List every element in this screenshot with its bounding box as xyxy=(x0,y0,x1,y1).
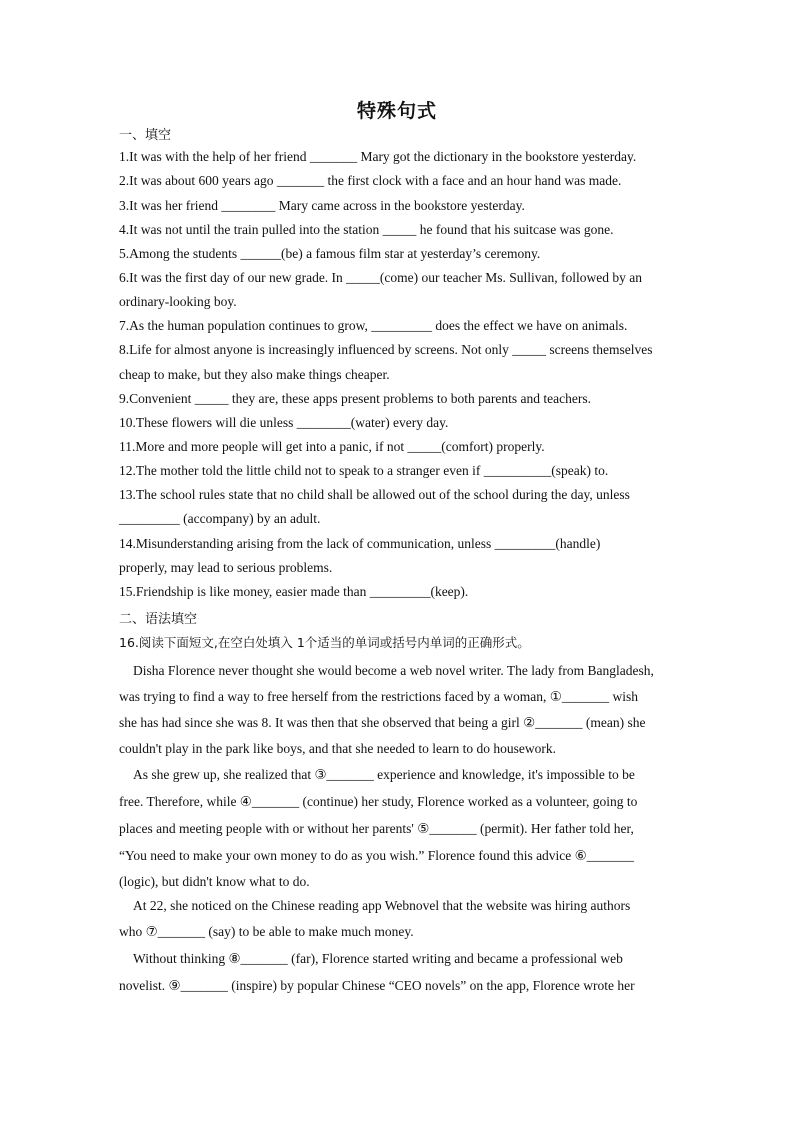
section-heading-grammar: 二、语法填空 xyxy=(119,612,198,627)
passage-line: places and meeting people with or without her parents' ⑤_______ (permit). Her father told her, xyxy=(119,821,634,836)
instruction-line: 16.阅读下面短文,在空白处填入 1个适当的单词或括号内单词的正确形式。 xyxy=(119,635,530,650)
question-line: ordinary-looking boy. xyxy=(119,294,237,309)
passage-line: novelist. ⑨_______ (inspire) by popular Chinese “CEO novels” on the app, Florence wrote her xyxy=(119,978,635,993)
question-line: 12.The mother told the little child not to speak to a stranger even if __________(speak) to. xyxy=(119,463,609,478)
page-title: 特殊句式 xyxy=(356,100,437,122)
passage-line: “You need to make your own money to do as you wish.” Florence found this advice ⑥_______ xyxy=(119,848,635,863)
question-line: 11.More and more people will get into a panic, if not _____(comfort) properly. xyxy=(119,439,545,454)
passage-line: who ⑦_______ (say) to be able to make much money. xyxy=(119,924,414,939)
question-line: 8.Life for almost anyone is increasingly influenced by screens. Not only _____ screens themselves xyxy=(119,342,653,357)
passage-line: free. Therefore, while ④_______ (continue) her study, Florence worked as a volunteer, going to xyxy=(119,794,638,809)
passage-line: Disha Florence never thought she would become a web novel writer. The lady from Bangladesh, xyxy=(133,663,654,678)
section-heading-fill-blank: 一、填空 xyxy=(119,128,172,143)
passage-line: (logic), but didn't know what to do. xyxy=(119,874,310,889)
question-line: 1.It was with the help of her friend _______ Mary got the dictionary in the bookstore yesterday. xyxy=(119,149,637,164)
question-line: 7.As the human population continues to grow, _________ does the effect we have on animals. xyxy=(119,318,628,333)
question-line: 5.Among the students ______(be) a famous film star at yesterday’s ceremony. xyxy=(119,246,541,261)
question-line: cheap to make, but they also make things cheaper. xyxy=(119,367,390,382)
passage-line: At 22, she noticed on the Chinese reading app Webnovel that the website was hiring authors xyxy=(133,898,631,913)
question-line: 4.It was not until the train pulled into the station _____ he found that his suitcase was gone. xyxy=(119,222,614,237)
question-line: 15.Friendship is like money, easier made than _________(keep). xyxy=(119,584,469,599)
passage-line: was trying to find a way to free herself from the restrictions faced by a woman, ①_______ wish xyxy=(119,689,638,704)
passage-line: couldn't play in the park like boys, and that she needed to learn to do housework. xyxy=(119,741,556,756)
question-line: properly, may lead to serious problems. xyxy=(119,560,333,575)
question-line: 9.Convenient _____ they are, these apps present problems to both parents and teachers. xyxy=(119,391,591,406)
question-line: 6.It was the first day of our new grade. In _____(come) our teacher Ms. Sullivan, followed by an xyxy=(119,270,642,285)
passage-line: she has had since she was 8. It was then that she observed that being a girl ②_______ (mean) she xyxy=(119,715,646,730)
question-line: 10.These flowers will die unless ________(water) every day. xyxy=(119,415,449,430)
passage-line: As she grew up, she realized that ③_______ experience and knowledge, it's impossible to be xyxy=(133,767,635,782)
question-line: 2.It was about 600 years ago _______ the first clock with a face and an hour hand was made. xyxy=(119,173,622,188)
question-line: 3.It was her friend ________ Mary came across in the bookstore yesterday. xyxy=(119,198,525,213)
question-line: _________ (accompany) by an adult. xyxy=(119,511,321,526)
question-line: 13.The school rules state that no child shall be allowed out of the school during the day, unless xyxy=(119,487,630,502)
passage-line: Without thinking ⑧_______ (far), Florence started writing and became a professional web xyxy=(133,951,623,966)
question-line: 14.Misunderstanding arising from the lack of communication, unless _________(handle) xyxy=(119,536,601,551)
